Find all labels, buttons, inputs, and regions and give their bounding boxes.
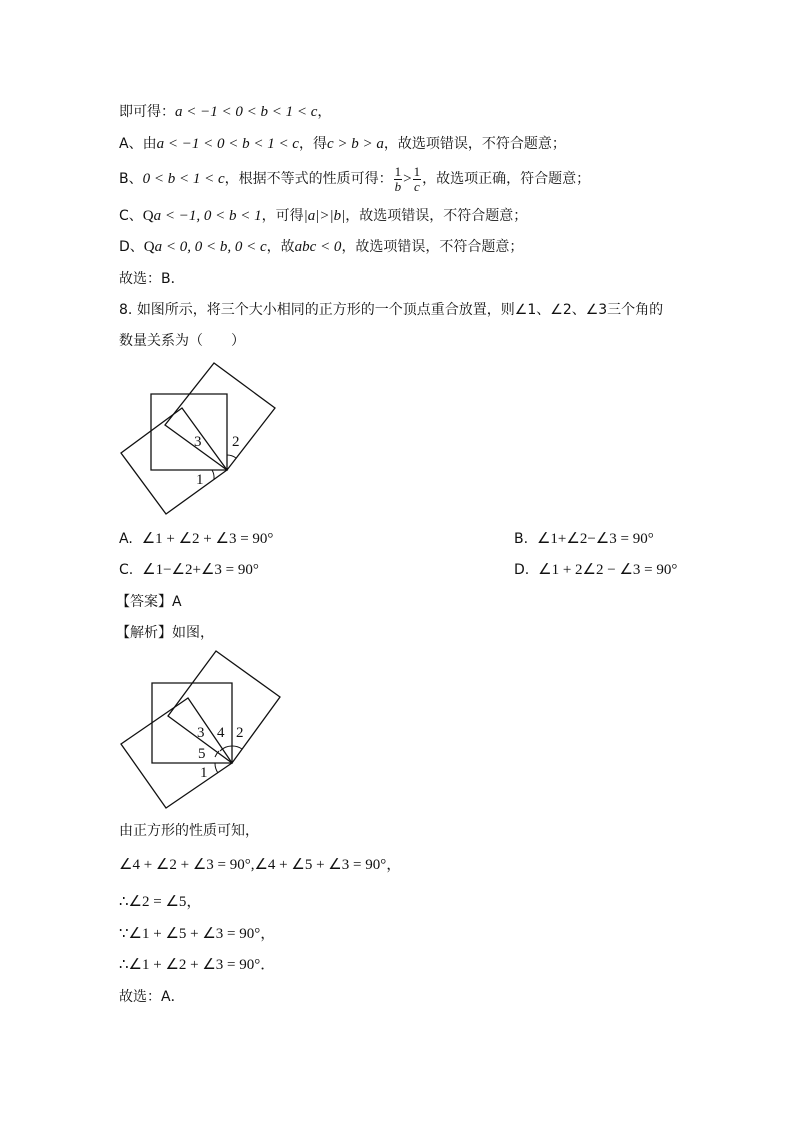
text: ，得 bbox=[298, 136, 327, 152]
text: A、由 bbox=[119, 136, 157, 152]
label-angle-4: 4 bbox=[217, 725, 225, 741]
text: ，故选项错误，不符合题意； bbox=[383, 136, 566, 152]
answer-value: A bbox=[172, 594, 182, 610]
square-tilted-left bbox=[121, 408, 227, 514]
option-letter: B. bbox=[514, 531, 529, 547]
text: B、 bbox=[119, 171, 143, 187]
solution-line-d bbox=[119, 237, 523, 257]
inequality: c > b > a bbox=[326, 136, 384, 152]
label-angle-1: 1 bbox=[196, 472, 204, 488]
text: D、 bbox=[119, 239, 144, 255]
option-expression: ∠1 + ∠2 + ∠3 = 90° bbox=[141, 531, 274, 547]
label-angle-3: 3 bbox=[194, 434, 202, 450]
analysis-intro: 如图， bbox=[172, 625, 214, 641]
text: ，故选项错误，不符合题意； bbox=[345, 208, 528, 224]
option-expression: ∠1 + 2∠2 − ∠3 = 90° bbox=[538, 562, 678, 578]
text: C、 bbox=[119, 208, 143, 224]
option-letter: D. bbox=[514, 562, 530, 578]
square-tilted-right bbox=[168, 651, 280, 763]
text: ，根据不等式的性质可得： bbox=[224, 171, 393, 187]
label-angle-1: 1 bbox=[200, 765, 208, 781]
because-glyph: Q bbox=[142, 208, 154, 224]
square-tilted-right bbox=[165, 363, 275, 470]
inequality: 0 < b < 1 < c bbox=[142, 171, 225, 187]
text: ，可得 bbox=[261, 208, 304, 224]
solution-line-a bbox=[119, 134, 566, 154]
answer-label: 【答案】 bbox=[116, 594, 172, 610]
abs-inequality: |a|>|b| bbox=[303, 208, 346, 224]
analysis-step-4: ∵∠1 + ∠5 + ∠3 = 90°， bbox=[119, 926, 276, 942]
label-angle-2: 2 bbox=[236, 725, 244, 741]
analysis-label: 【解析】 bbox=[116, 625, 172, 641]
text: ，故选项正确，符合题意； bbox=[422, 171, 591, 187]
text: 即可得： bbox=[119, 104, 175, 120]
fraction-1-over-c: $\frac{1}{c}$ bbox=[413, 163, 421, 194]
option-c[interactable] bbox=[119, 560, 259, 580]
fraction-1-over-b: $\frac{1}{b}$ bbox=[394, 163, 402, 194]
inequality: a < 0, 0 < b, 0 < c bbox=[154, 239, 267, 255]
option-expression: ∠1−∠2+∠3 = 90° bbox=[142, 562, 259, 578]
angle-arc-2 bbox=[232, 746, 242, 749]
option-d[interactable] bbox=[514, 560, 677, 580]
text: ，故选项错误，不符合题意； bbox=[341, 239, 524, 255]
angle-arc-2 bbox=[227, 455, 236, 458]
question-figure bbox=[110, 356, 290, 521]
analysis-line bbox=[116, 623, 214, 643]
solution-line-1 bbox=[119, 102, 331, 122]
option-a[interactable] bbox=[119, 529, 273, 549]
question-number: 8. bbox=[119, 302, 133, 318]
inequality: a < −1 < 0 < b < 1 < c bbox=[175, 104, 318, 120]
option-letter: C. bbox=[119, 562, 134, 578]
inequality: abc < 0 bbox=[294, 239, 342, 255]
label-angle-5: 5 bbox=[198, 746, 206, 762]
label-angle-2: 2 bbox=[232, 434, 240, 450]
because-glyph: Q bbox=[143, 239, 155, 255]
answer-line bbox=[116, 592, 182, 612]
gt-sign: > bbox=[403, 171, 412, 187]
label-angle-3: 3 bbox=[197, 725, 205, 741]
option-b[interactable] bbox=[514, 529, 654, 549]
text: ，故 bbox=[266, 239, 295, 255]
option-expression: ∠1+∠2−∠3 = 90° bbox=[536, 531, 654, 547]
solution-line-b bbox=[119, 162, 590, 196]
inequality: a < −1 < 0 < b < 1 < c bbox=[156, 136, 299, 152]
analysis-step-1: 由正方形的性质可知， bbox=[119, 823, 259, 839]
square-upright bbox=[151, 394, 227, 470]
square-tilted-left bbox=[121, 698, 232, 808]
analysis-conclusion: 故选：A． bbox=[119, 989, 185, 1005]
inequality: a < −1, 0 < b < 1 bbox=[153, 208, 262, 224]
analysis-step-5: ∴∠1 + ∠2 + ∠3 = 90°． bbox=[119, 957, 276, 973]
question-text: 如图所示，将三个大小相同的正方形的一个顶点重合放置，则∠1、∠2、∠3三个角的 bbox=[136, 302, 664, 318]
solution-line-c bbox=[119, 206, 527, 226]
analysis-step-3: ∴∠2 = ∠5， bbox=[119, 894, 202, 910]
question-text-line-1 bbox=[119, 300, 663, 320]
question-text-line-2: 数量关系为（ ） bbox=[119, 333, 245, 349]
solution-conclusion: 故选：B． bbox=[119, 271, 185, 287]
angle-arc-1 bbox=[212, 470, 214, 479]
angle-arc-1 bbox=[215, 763, 218, 773]
analysis-figure bbox=[110, 645, 290, 813]
option-letter: A. bbox=[119, 531, 133, 547]
analysis-step-2: ∠4 + ∠2 + ∠3 = 90°,∠4 + ∠5 + ∠3 = 90°， bbox=[119, 857, 402, 873]
text: ， bbox=[317, 104, 332, 120]
